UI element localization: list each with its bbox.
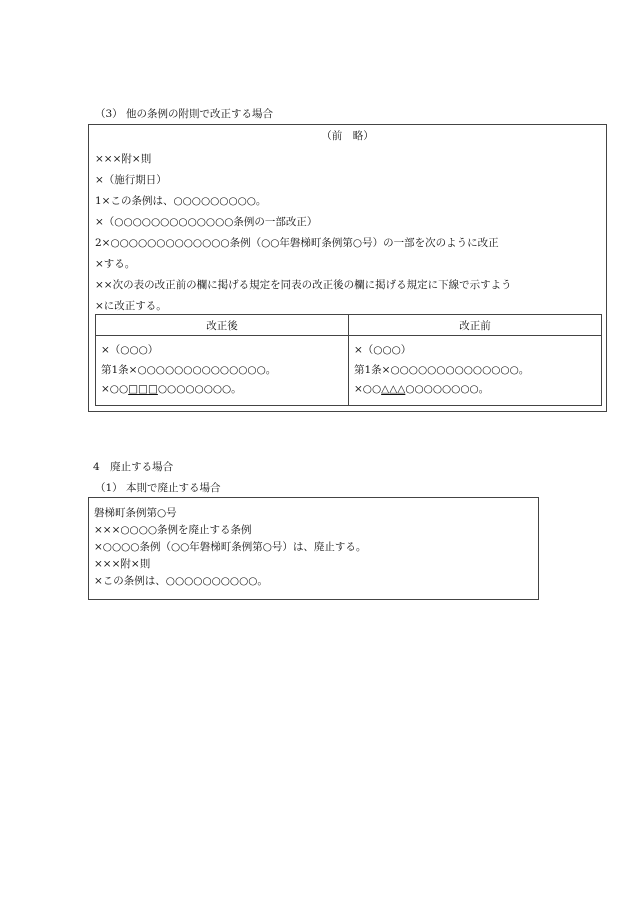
section-3-heading: （3） 他の条例の附則で改正する場合 — [95, 108, 274, 120]
supplementary-provisions-title: ×××附×則 — [95, 153, 152, 165]
cell-text-prefix: ×○○ — [354, 383, 382, 395]
table-cell-before — [349, 379, 602, 406]
amendment-instruction: ××次の表の改正前の欄に掲げる規定を同表の改正後の欄に掲げる規定に下線で示すよう — [95, 279, 512, 291]
column-header-after: 改正後 — [96, 315, 349, 336]
ordinance-title: ×××○○○○条例を廃止する条例 — [94, 524, 252, 536]
repeal-text: ×○○○○条例（○○年磐梯町条例第○号）は、廃止する。 — [94, 541, 367, 553]
section-4-subheading: （1） 本則で廃止する場合 — [95, 482, 221, 494]
article-2-text: 2×○○○○○○○○○○○○○条例（○○年磐梯町条例第○号）の一部を次のように改正 — [95, 237, 499, 249]
section-4-heading: 4 廃止する場合 — [93, 461, 174, 473]
effective-date-caption: ×（施行期日） — [95, 174, 167, 186]
underlined-change-before: △△△ — [381, 383, 406, 395]
table-cell-after: 第1条×○○○○○○○○○○○○○○。 — [96, 359, 349, 379]
article-2-text-cont: ×する。 — [95, 258, 136, 270]
cell-text-prefix: ×○○ — [101, 383, 129, 395]
table-cell-after: ×（○○○） — [96, 336, 349, 360]
cell-text-suffix: ○○○○○○○○。 — [157, 383, 242, 395]
supplementary-provisions-title: ×××附×則 — [94, 558, 151, 570]
omitted-preamble-label: （前 略） — [321, 130, 374, 142]
partial-amendment-caption: ×（○○○○○○○○○○○○○条例の一部改正） — [95, 216, 318, 228]
ordinance-number: 磐梯町条例第○号 — [94, 507, 177, 519]
cell-text-suffix: ○○○○○○○○。 — [405, 383, 490, 395]
amendment-instruction-cont: ×に改正する。 — [95, 300, 167, 312]
table-cell-before: 第1条×○○○○○○○○○○○○○○。 — [349, 359, 602, 379]
column-header-before: 改正前 — [349, 315, 602, 336]
article-1-text: 1×この条例は、○○○○○○○○○。 — [95, 195, 267, 207]
comparison-table — [95, 314, 602, 406]
section-4-box — [88, 497, 539, 600]
effective-date-text: ×この条例は、○○○○○○○○○○。 — [94, 575, 268, 587]
underlined-change-after: □□□ — [128, 383, 158, 395]
table-cell-after — [96, 379, 349, 406]
table-cell-before: ×（○○○） — [349, 336, 602, 360]
section-3-box — [88, 124, 607, 412]
